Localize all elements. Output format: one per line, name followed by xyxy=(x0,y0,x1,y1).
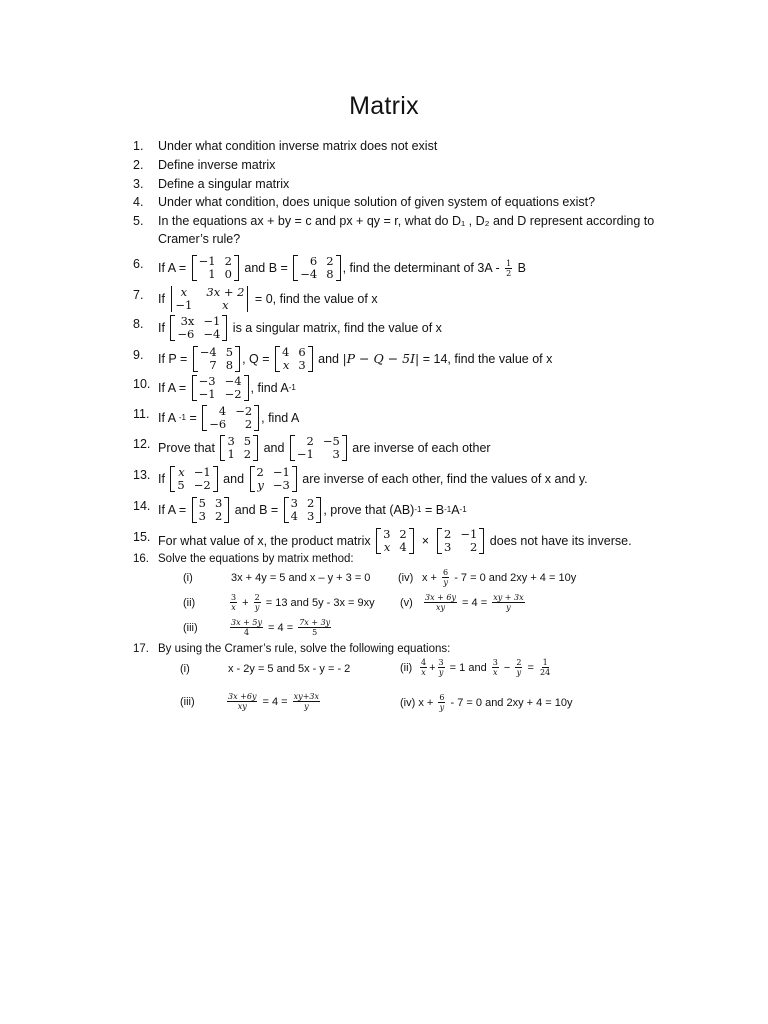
equation: + xyxy=(239,596,252,609)
sub-number: (iii) xyxy=(183,621,198,634)
question-text: and xyxy=(260,441,288,455)
fraction: $\frac{3}{x}$ xyxy=(492,658,498,677)
equation: x - 2y = 5 and 5x - y = - 2 xyxy=(228,663,351,675)
question-number: 15. xyxy=(133,530,151,544)
question-text: and B = xyxy=(231,503,282,517)
question-text: Solve the equations by matrix method: xyxy=(158,553,354,565)
question-number: 10. xyxy=(133,377,151,391)
fraction: $\frac{6}{y}$ xyxy=(439,693,445,712)
question-16-ii xyxy=(183,593,375,612)
question-text: Prove that xyxy=(158,441,219,455)
question-text: = B xyxy=(421,503,445,517)
sub-number: (iv) x + xyxy=(400,696,437,709)
equation: = xyxy=(524,661,538,674)
matrix: 3x −1 −6 −4 xyxy=(170,315,227,341)
question-text: A xyxy=(451,503,460,517)
fraction: $\frac{2}{y}$ xyxy=(516,658,522,677)
matrix-a: 5 3 3 2 xyxy=(192,497,230,523)
fraction: $\frac{7x + 3y}{5}$ xyxy=(299,618,331,637)
question-text: If xyxy=(158,321,169,335)
question-number: 14. xyxy=(133,499,151,513)
question-16-i xyxy=(183,572,370,584)
question-number: 17. xyxy=(133,643,149,655)
matrix-q: 4 6 x 3 xyxy=(275,346,313,372)
question-number: 6. xyxy=(133,257,144,271)
question-16-v xyxy=(400,593,527,612)
fraction: $\frac{1}{2}$ xyxy=(506,258,512,278)
question-text: = 0, find the value of x xyxy=(251,292,378,306)
question-text: is a singular matrix, find the value of x xyxy=(229,321,442,335)
question-number: 9. xyxy=(133,348,144,362)
question-text: If A = xyxy=(158,261,190,275)
question-text: , Q = xyxy=(242,352,273,366)
question-17-i xyxy=(180,663,350,675)
question-text: If A xyxy=(158,411,179,425)
equation: − xyxy=(500,661,514,674)
fraction: $\frac{xy + 3x}{y}$ xyxy=(493,593,524,612)
superscript: -1 xyxy=(444,505,452,514)
question-17-ii xyxy=(400,658,553,677)
fraction: $\frac{3}{y}$ xyxy=(438,658,444,677)
equation: = 1 and xyxy=(446,661,490,674)
fraction: $\frac{4}{x}$ xyxy=(421,658,427,677)
equation: = 4 = xyxy=(459,596,491,609)
question-text: If xyxy=(158,292,169,306)
question-16-iv xyxy=(398,568,576,587)
superscript: -1 xyxy=(178,413,186,422)
matrix: 4 −2 −6 2 xyxy=(202,405,259,431)
matrix-b: 6 2 −4 8 xyxy=(293,255,340,281)
sub-number: (ii) xyxy=(400,661,413,674)
fraction: $\frac{3x + 5y}{4}$ xyxy=(231,618,262,637)
question-text: and xyxy=(314,352,343,366)
question-number: 8. xyxy=(133,317,144,331)
question-text: If A = xyxy=(158,503,190,517)
determinant: x 3x + 2 −1 x xyxy=(170,286,249,312)
question-text: are inverse of each other xyxy=(348,441,491,455)
matrix-1: 3 2 x 4 xyxy=(376,528,414,554)
equation: + xyxy=(429,661,436,674)
equation: = 4 = xyxy=(259,695,291,708)
sub-number: (iii) xyxy=(180,695,195,708)
matrix-1: 3 5 1 2 xyxy=(220,435,258,461)
matrix-a: −3 −4 −1 −2 xyxy=(192,375,249,401)
determinant-expression: |P − Q − 5I| xyxy=(342,351,420,366)
question-text: = 14, find the value of x xyxy=(419,352,553,366)
fraction: $\frac{1}{24}$ xyxy=(540,658,551,677)
matrix-b: 3 2 4 3 xyxy=(284,497,322,523)
question-text: If A = xyxy=(158,381,190,395)
sub-number: (iv) xyxy=(398,571,414,584)
question-text: , prove that (AB) xyxy=(323,503,415,517)
sub-number: (v) xyxy=(400,596,413,609)
question-number: 11. xyxy=(133,407,150,421)
question-number: 1. xyxy=(133,139,144,153)
question-text: are inverse of each other, find the values of x and y. xyxy=(298,472,588,486)
question-text: Under what condition inverse matrix does not exist xyxy=(158,139,438,153)
equation: 3x + 4y = 5 and x – y + 3 = 0 xyxy=(231,572,371,584)
fraction: $\frac{2}{y}$ xyxy=(254,593,260,612)
question-text: If P = xyxy=(158,352,191,366)
question-text: B xyxy=(514,261,526,275)
fraction: $\frac{3x + 6y}{xy}$ xyxy=(425,593,456,612)
superscript: -1 xyxy=(288,383,296,392)
question-text: , find A xyxy=(261,411,300,425)
fraction: $\frac{3}{x}$ xyxy=(231,593,237,612)
matrix-a: −1 2 1 0 xyxy=(192,255,239,281)
question-text: Define a singular matrix xyxy=(158,177,290,191)
question-text: By using the Cramer’s rule, solve the following equations: xyxy=(158,643,451,655)
question-text: For what value of x, the product matrix xyxy=(158,534,375,548)
question-number: 13. xyxy=(133,468,151,482)
question-text: does not have its inverse. xyxy=(486,534,632,548)
equation: - 7 = 0 and 2xy + 4 = 10y xyxy=(451,571,577,584)
equation: = 13 and 5y - 3x = 9xy xyxy=(262,596,375,609)
question-text: and xyxy=(219,472,248,486)
matrix-1: x −1 5 −2 xyxy=(170,466,217,492)
question-text-line-2: Cramer’s rule? xyxy=(158,232,241,246)
question-text: Define inverse matrix xyxy=(158,158,276,172)
page-title: Matrix xyxy=(349,92,419,120)
times-symbol: × xyxy=(421,534,430,548)
sub-number: (ii) xyxy=(183,596,196,609)
fraction: $\frac{xy+3x}{y}$ xyxy=(293,692,320,711)
matrix-2: 2 −1 y −3 xyxy=(250,466,297,492)
equation: x + xyxy=(422,571,441,584)
question-17-iii xyxy=(180,692,322,711)
question-number: 12. xyxy=(133,437,151,451)
equation: - 7 = 0 and 2xy + 4 = 10y xyxy=(447,696,573,709)
question-number: 5. xyxy=(133,214,144,228)
question-number: 16. xyxy=(133,553,149,565)
matrix-p: −4 5 7 8 xyxy=(193,346,240,372)
question-text: If xyxy=(158,472,169,486)
question-text: Under what condition, does unique solution of given system of equations exist? xyxy=(158,195,596,209)
sub-number: (i) xyxy=(183,572,193,584)
question-number: 7. xyxy=(133,288,144,302)
question-17-iv xyxy=(400,693,573,712)
matrix-2: 2 −1 3 2 xyxy=(437,528,484,554)
equation: = 4 = xyxy=(265,621,297,634)
matrix-2: 2 −5 −1 3 xyxy=(290,435,347,461)
superscript: -1 xyxy=(459,505,467,514)
question-text: and B = xyxy=(240,261,292,275)
question-number: 2. xyxy=(133,158,144,172)
question-text: = xyxy=(185,411,201,425)
fraction: $\frac{3x +6y}{xy}$ xyxy=(228,692,257,711)
superscript: -1 xyxy=(414,505,422,514)
sub-number: (i) xyxy=(180,663,190,675)
question-text-line-1: In the equations ax + by = c and px + qy = r, what do D₁ , D₂ and D represent according to xyxy=(158,214,655,228)
question-text: , find the determinant of 3A - xyxy=(342,261,504,275)
question-number: 4. xyxy=(133,195,144,209)
question-text: , find A xyxy=(250,381,289,395)
question-16-iii xyxy=(183,618,333,637)
question-number: 3. xyxy=(133,177,144,191)
fraction: $\frac{6}{y}$ xyxy=(443,568,449,587)
